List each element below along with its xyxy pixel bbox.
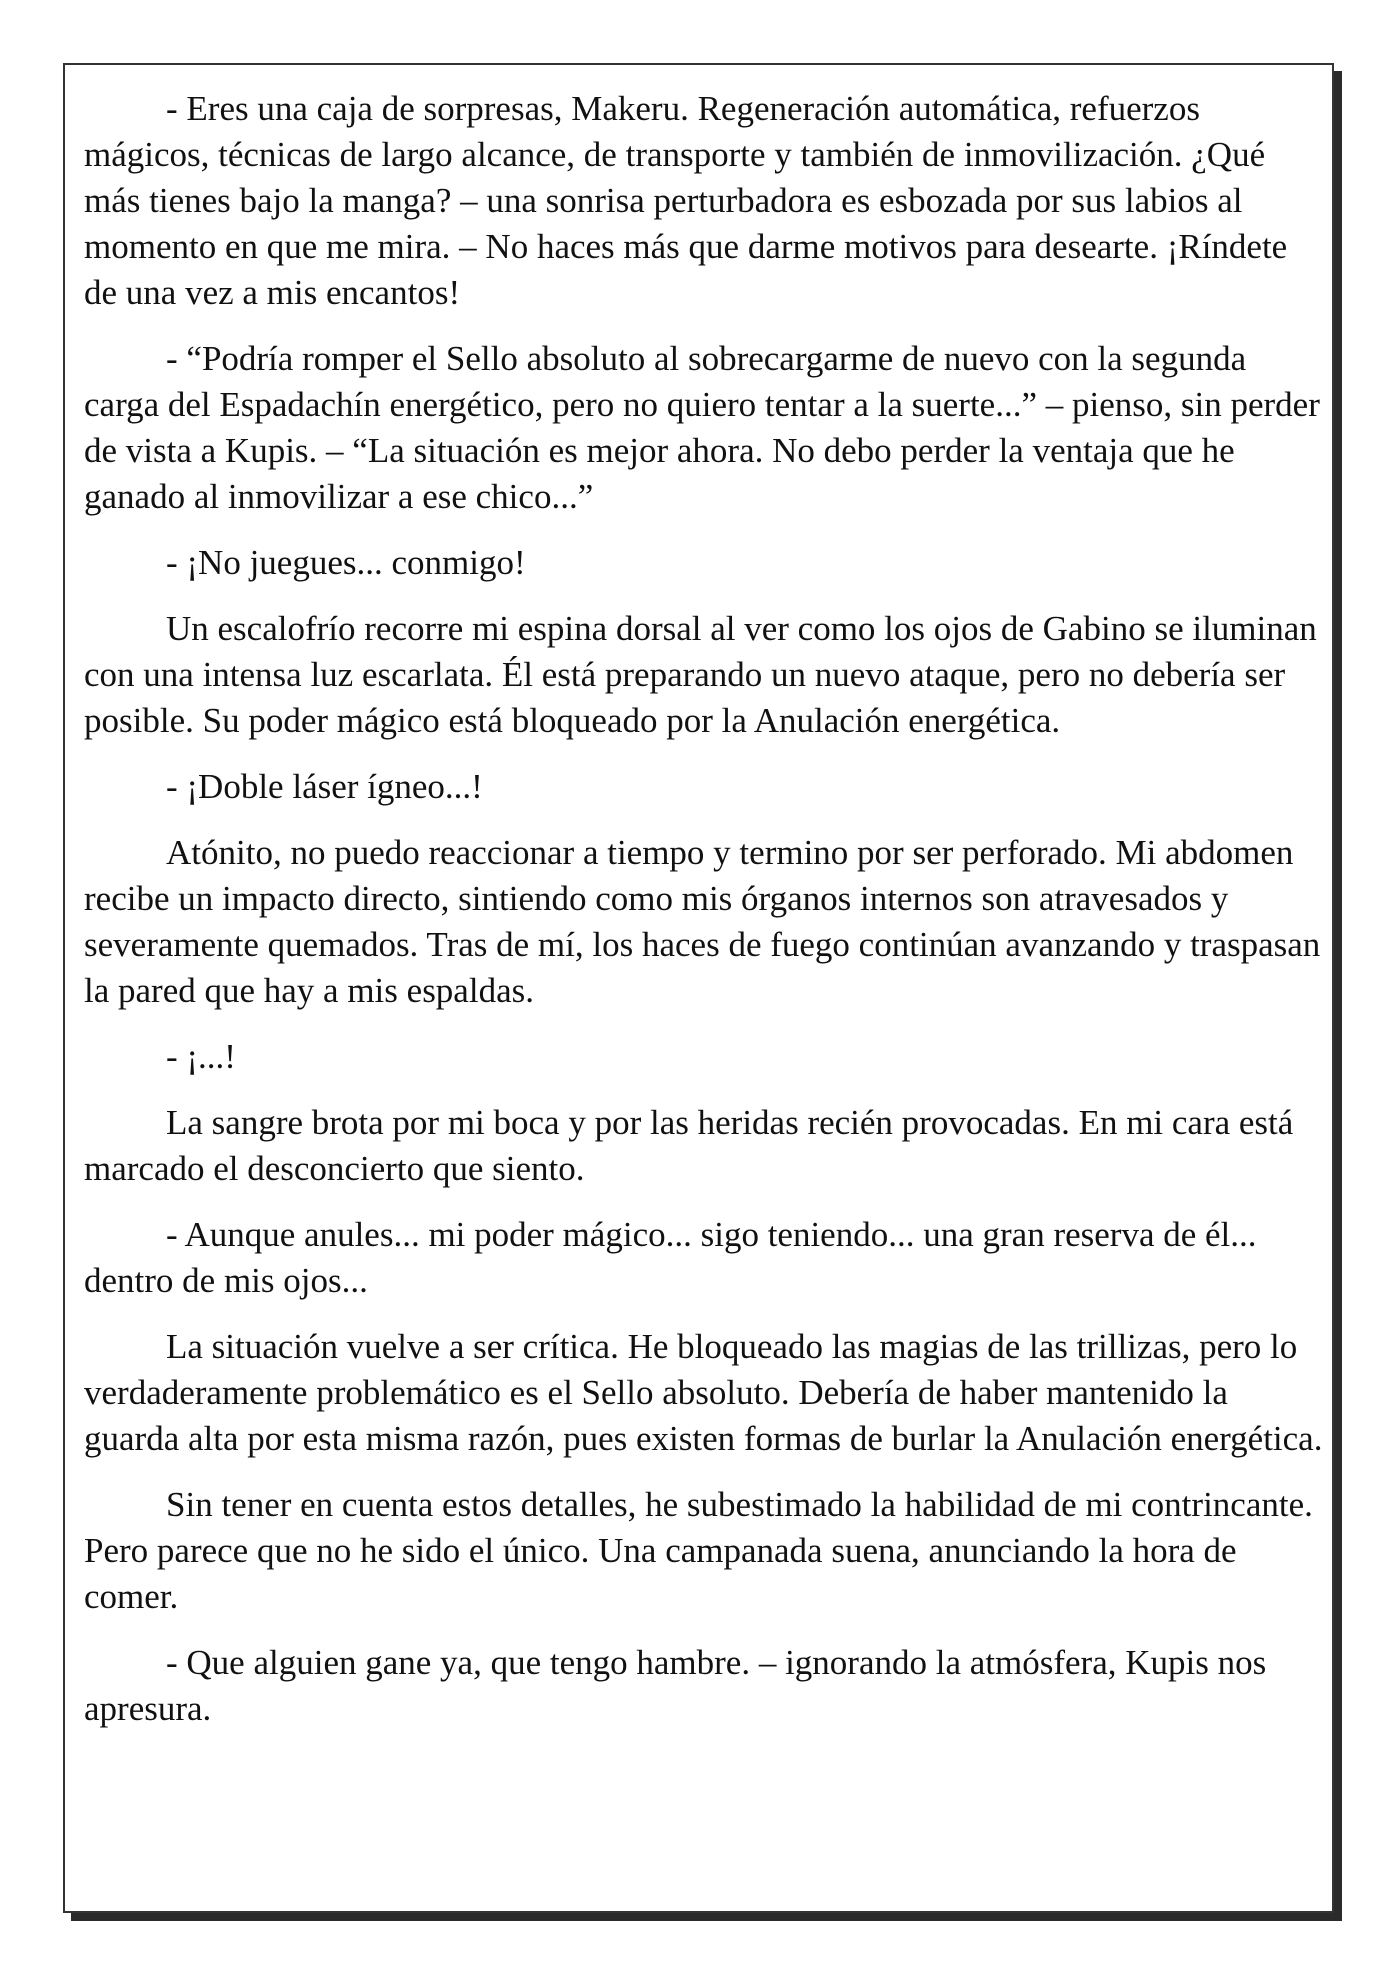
story-text xyxy=(84,86,1324,1752)
paragraph: - Eres una caja de sorpresas, Makeru. Regeneración automática, refuerzos mágicos, técnicas de largo alcance, de transporte y también de inmovilización. ¿Qué más tienes bajo la manga? – una sonrisa perturbadora es esbozada por sus labios al momento en que me mira. – No haces más que darme motivos para desearte. ¡Ríndete de una vez a mis encantos! xyxy=(84,89,1288,312)
paragraph: - Que alguien gane ya, que tengo hambre. – ignorando la atmósfera, Kupis nos apresura. xyxy=(84,1643,1267,1728)
paragraph: - “Podría romper el Sello absoluto al sobrecargarme de nuevo con la segunda carga del Espadachín energético, pero no quiero tentar a la suerte...” – pienso, sin perder de vista a Kupis. – “La situación es mejor ahora. No debo perder la ventaja que he ganado al inmovilizar a ese chico...” xyxy=(84,339,1320,516)
paragraph: - Aunque anules... mi poder mágico... sigo teniendo... una gran reserva de él... dentro de mis ojos... xyxy=(84,1215,1257,1300)
paragraph: - ¡No juegues... conmigo! xyxy=(166,543,526,582)
paragraph: Atónito, no puedo reaccionar a tiempo y termino por ser perforado. Mi abdomen recibe un impacto directo, sintiendo como mis órganos internos son atravesados y severamente quemados. Tras de mí, los haces de fuego continúan avanzando y traspasan la pared que hay a mis espaldas. xyxy=(84,833,1321,1010)
paragraph: Sin tener en cuenta estos detalles, he subestimado la habilidad de mi contrincante. Pero parece que no he sido el único. Una campanada suena, anunciando la hora de comer. xyxy=(84,1485,1313,1616)
paragraph: Un escalofrío recorre mi espina dorsal al ver como los ojos de Gabino se iluminan con una intensa luz escarlata. Él está preparando un nuevo ataque, pero no debería ser posible. Su poder mágico está bloqueado por la Anulación energética. xyxy=(84,609,1317,740)
page-frame xyxy=(63,63,1334,1913)
paragraph: - ¡Doble láser ígneo...! xyxy=(166,767,483,806)
paragraph: - ¡...! xyxy=(166,1037,236,1076)
paragraph: La sangre brota por mi boca y por las heridas recién provocadas. En mi cara está marcado el desconcierto que siento. xyxy=(84,1103,1294,1188)
paragraph: La situación vuelve a ser crítica. He bloqueado las magias de las trillizas, pero lo verdaderamente problemático es el Sello absoluto. Debería de haber mantenido la guarda alta por esta misma razón, pues existen formas de burlar la Anulación energética. xyxy=(84,1327,1323,1458)
